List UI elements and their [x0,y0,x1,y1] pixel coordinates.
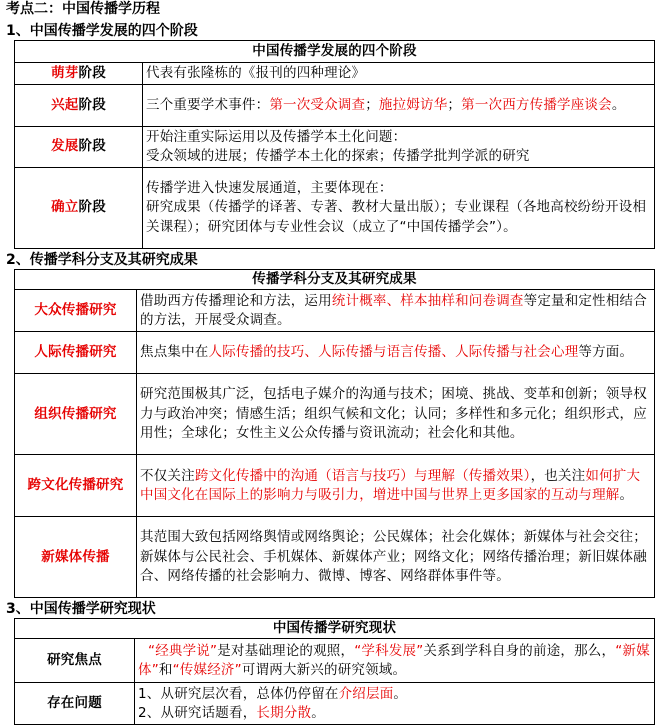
status-label: 研究焦点 [15,639,135,683]
branch-label: 组织传播研究 [15,374,137,455]
section1-heading: 1、中国传播学发展的四个阶段 [6,23,198,39]
branch-label: 跨文化传播研究 [15,455,137,517]
section3-heading: 3、中国传播学研究现状 [6,601,156,617]
branch-label: 新媒体传播 [15,517,137,598]
main-heading: 考点二：中国传播学历程 [6,1,160,17]
stage-label: 确立阶段 [15,168,143,249]
branch-label: 人际传播研究 [15,332,137,374]
table-row [15,168,655,249]
table-row [15,332,655,374]
status-table-title: 中国传播学研究现状 [15,619,655,639]
branch-content: 研究范围极其广泛，包括电子媒介的沟通与技术；困境、挑战、变革和创新；领导权力与政治冲突；情感生活；组织气候和文化；认同；多样性和多元化；组织形式，应用性；全球化；女性主义公众传播与资讯流动；社会化和其他。 [137,374,655,455]
stages-table [14,40,655,249]
table-row [15,683,655,725]
stage-label: 萌芽阶段 [15,63,143,85]
stage-label: 兴起阶段 [15,85,143,127]
table-row [15,63,655,85]
branch-content: 焦点集中在人际传播的技巧、人际传播与语言传播、人际传播与社会心理等方面。 [137,332,655,374]
branch-content: 其范围大致包括网络舆情或网络舆论；公民媒体；社会化媒体；新媒体与社会交往；新媒体与公民社会、手机媒体、新媒体产业；网络文化；网络传播治理；新旧媒体融合、网络传播的社会影响力、微博、博客、网络群体事件等。 [137,517,655,598]
status-table [14,618,655,725]
branches-table [14,269,655,598]
status-content: 1、从研究层次看，总体仍停留在介绍层面。 2、从研究话题看，长期分散。 [135,683,655,725]
table-row [15,374,655,455]
table-row [15,127,655,168]
branches-table-title: 传播学科分支及其研究成果 [15,270,655,290]
table-row [15,85,655,127]
table-row [15,517,655,598]
stage-content: 传播学进入快速发展通道，主要体现在： 研究成果（传播学的译著、专著、教材大量出版）；专业课程（各地高校纷纷开设相关课程）；研究团体与专业性会议（成立了“中国传播学会”）。 [143,168,655,249]
section2-heading: 2、传播学科分支及其研究成果 [6,252,198,268]
stage-label: 发展阶段 [15,127,143,168]
stage-content: 三个重要学术事件：第一次受众调查；施拉姆访华；第一次西方传播学座谈会。 [143,85,655,127]
status-label: 存在问题 [15,683,135,725]
branch-content: 借助西方传播理论和方法，运用统计概率、样本抽样和问卷调查等定量和定性相结合的方法，开展受众调查。 [137,290,655,332]
branch-label: 大众传播研究 [15,290,137,332]
status-content: “经典学说”是对基础理论的观照，“学科发展”关系到学科自身的前途，那么，“新媒体”和“传媒经济”可谓两大新兴的研究领域。 [135,639,655,683]
table-row [15,639,655,683]
table-row [15,290,655,332]
stage-content: 开始注重实际运用以及传播学本土化问题： 受众领域的进展；传播学本土化的探索；传播学批判学派的研究 [143,127,655,168]
stages-table-title: 中国传播学发展的四个阶段 [15,41,655,63]
branch-content: 不仅关注跨文化传播中的沟通（语言与技巧）与理解（传播效果），也关注如何扩大中国文化在国际上的影响力与吸引力，增进中国与世界上更多国家的互动与理解。 [137,455,655,517]
stage-content: 代表有张隆栋的《报刊的四种理论》 [143,63,655,85]
table-row [15,455,655,517]
